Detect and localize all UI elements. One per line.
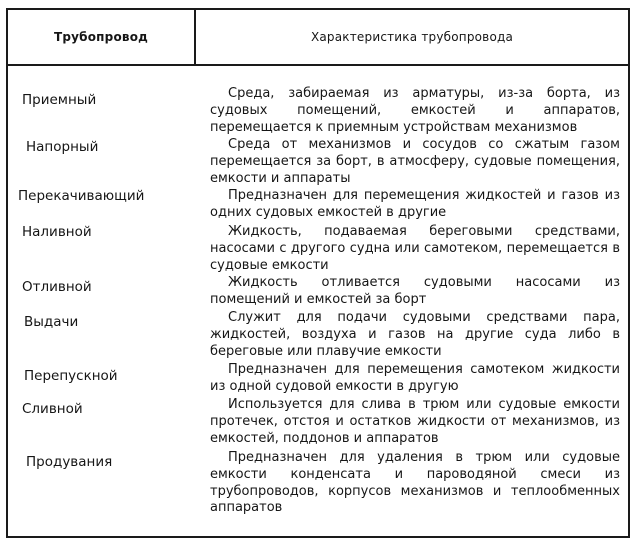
pipeline-name: Отливной — [22, 279, 92, 295]
pipeline-name: Выдачи — [24, 314, 79, 330]
pipeline-description: Служит для подачи судовыми средствами пара, жидкостей, воздуха и газов на другие суда либо в береговые или плавучие емкости — [210, 310, 620, 359]
pipeline-name: Продувания — [26, 454, 113, 470]
pipeline-description: Среда, забираемая из арматуры, из-за борта, из судовых помещений, емкостей и аппаратов, перемещается к приемным устройствам механизмов — [210, 86, 620, 135]
column-header-pipeline: Трубопровод — [53, 30, 149, 44]
pipeline-description: Жидкость отливается судовыми насосами из помещений и емкостей за борт — [210, 275, 620, 307]
pipeline-name: Сливной — [22, 401, 83, 417]
header-divider — [8, 64, 628, 66]
pipeline-description: Используется для слива в трюм или судовые емкости протечек, отстоя и остатков жидкости от механизмов, из емкостей, поддонов и аппаратов — [210, 397, 620, 446]
pipeline-name: Приемный — [22, 92, 97, 108]
pipeline-name: Наливной — [22, 224, 92, 240]
pipeline-description: Предназначен для удаления в трюм или судовые емкости конденсата и пароводяной смеси из трубопроводов, корпусов механизмов и теплообменных аппаратов — [210, 450, 620, 516]
pipeline-name: Перекачивающий — [18, 188, 145, 204]
pipeline-name: Перепускной — [24, 368, 118, 384]
pipeline-name: Напорный — [26, 139, 99, 155]
column-header-characteristic: Характеристика трубопровода — [310, 30, 514, 44]
pipeline-description: Предназначен для перемещения жидкостей и газов из одних судовых емкостей в другие — [210, 188, 620, 220]
pipeline-description: Среда от механизмов и сосудов со сжатым газом перемещается за борт, в атмосферу, судовые помещения, емкости и аппараты — [210, 137, 620, 186]
pipeline-table — [6, 8, 630, 538]
pipeline-description: Предназначен для перемещения самотеком жидкости из одной судовой емкости в другую — [210, 362, 620, 394]
pipeline-description: Жидкость, подаваемая береговыми средствами, насосами с другого судна или самотеком, перемещается в судовые емкости — [210, 224, 620, 273]
